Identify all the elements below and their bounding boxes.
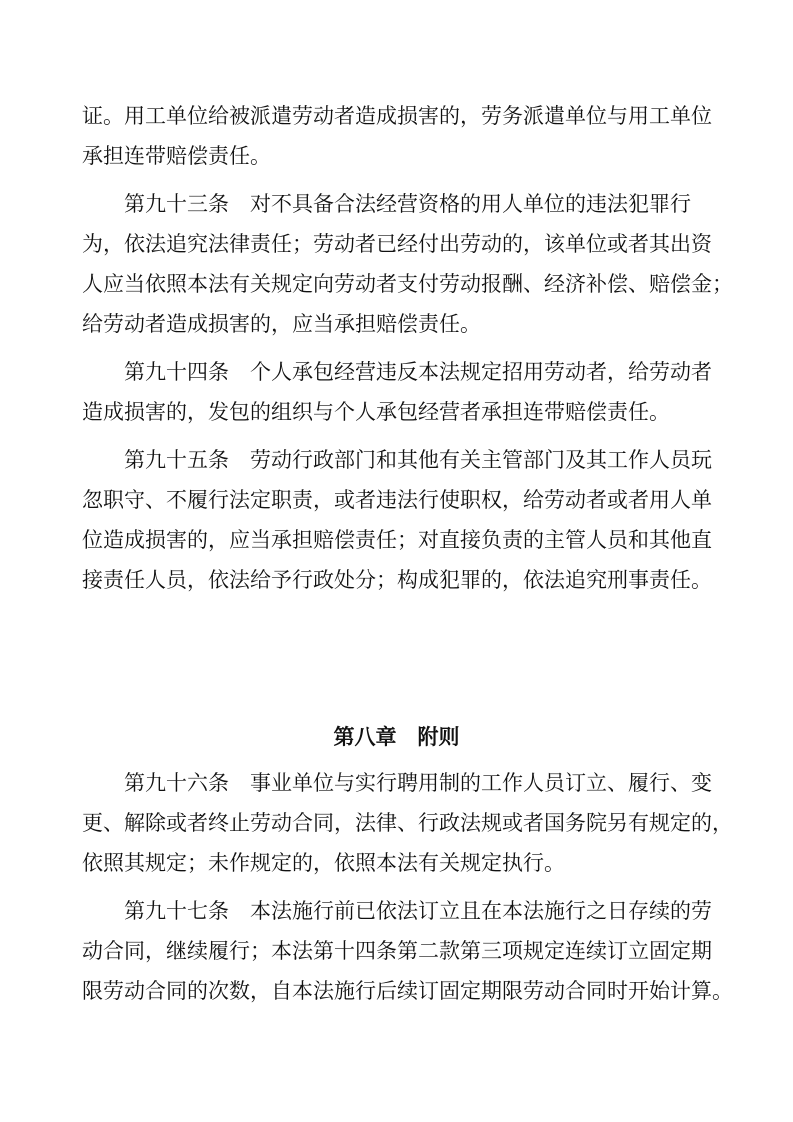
text-line: 接责任人员，依法给予行政处分；构成犯罪的，依法追究刑事责任。 <box>82 568 712 592</box>
text-line: 依照其规定；未作规定的，依照本法有关规定执行。 <box>82 851 565 875</box>
text-line: 第九十七条 本法施行前已依法订立且在本法施行之日存续的劳 <box>82 899 712 923</box>
paragraph <box>82 891 733 1011</box>
paragraph <box>82 96 722 176</box>
text-line: 证。用工单位给被派遣劳动者造成损害的，劳务派遣单位与用工单位 <box>82 104 712 128</box>
chapter-heading: 第八章 附则 <box>333 726 460 749</box>
paragraph <box>82 184 733 344</box>
paragraph <box>82 440 722 600</box>
text-line: 承担连带赔偿责任。 <box>82 144 271 168</box>
text-line: 忽职守、不履行法定职责，或者违法行使职权，给劳动者或者用人单 <box>82 488 712 512</box>
text-line: 动合同，继续履行；本法第十四条第二款第三项规定连续订立固定期 <box>82 939 712 963</box>
text-line: 更、解除或者终止劳动合同，法律、行政法规或者国务院另有规定的， <box>82 811 733 835</box>
text-line: 人应当依照本法有关规定向劳动者支付劳动报酬、经济补偿、赔偿金； <box>82 272 733 296</box>
text-line: 第九十六条 事业单位与实行聘用制的工作人员订立、履行、变 <box>82 771 712 795</box>
text-line: 第九十三条 对不具备合法经营资格的用人单位的违法犯罪行 <box>82 192 691 216</box>
text-line: 位造成损害的，应当承担赔偿责任；对直接负责的主管人员和其他直 <box>82 528 712 552</box>
text-line: 第九十四条 个人承包经营违反本法规定招用劳动者，给劳动者 <box>82 360 712 384</box>
paragraph <box>82 352 722 432</box>
section-2-body <box>82 763 733 1019</box>
section-1-body <box>82 96 733 608</box>
text-line: 造成损害的，发包的组织与个人承包经营者承担连带赔偿责任。 <box>82 400 670 424</box>
paragraph <box>82 763 733 883</box>
text-line: 为，依法追究法律责任；劳动者已经付出劳动的，该单位或者其出资 <box>82 232 712 256</box>
text-line: 给劳动者造成损害的，应当承担赔偿责任。 <box>82 312 481 336</box>
text-line: 第九十五条 劳动行政部门和其他有关主管部门及其工作人员玩 <box>82 448 712 472</box>
text-line: 限劳动合同的次数，自本法施行后续订固定期限劳动合同时开始计算。 <box>82 979 733 1003</box>
